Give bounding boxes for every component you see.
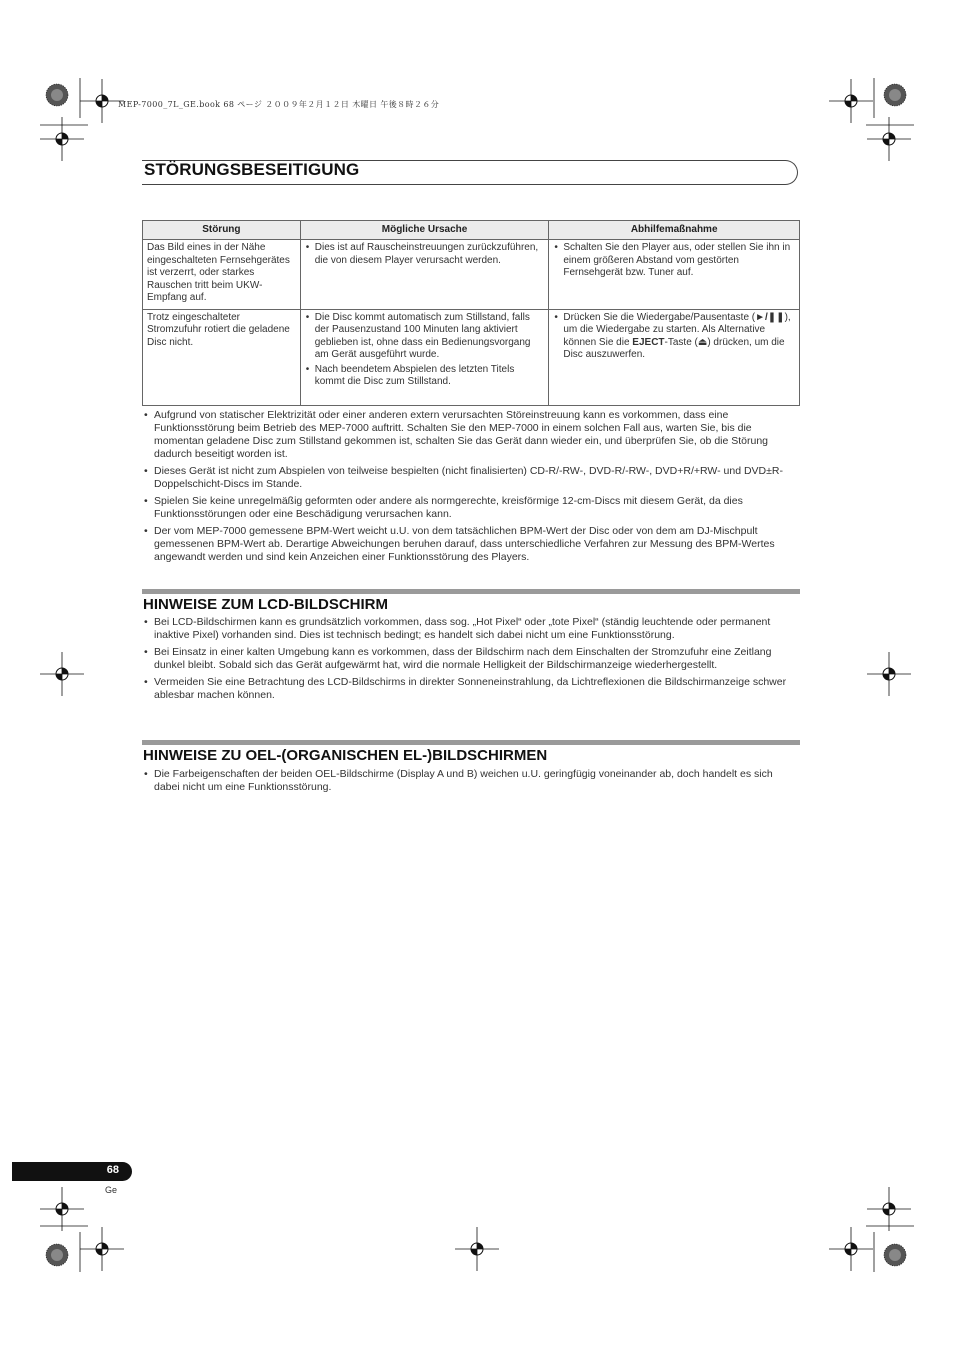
list-item: • Bei LCD-Bildschirmen kann es grundsätzlich vorkommen, dass sog. „Hot Pixel“ oder „tote Pixel“ (ständig leuchtende oder permanent inaktive Pixel) vorhanden sind. Dies ist technisch bedingt; es handelt sich dabei nicht um eine Funktionsstörung. <box>142 616 800 642</box>
page-title: STÖRUNGSBESEITIGUNG <box>144 160 360 179</box>
column-header-problem: Störung <box>143 221 301 240</box>
remedy-cell <box>549 309 800 405</box>
remedy-cell <box>549 240 800 310</box>
troubleshooting-table <box>142 220 800 406</box>
list-item: • Der vom MEP-7000 gemessene BPM-Wert weicht u.U. von dem tatsächlichen BPM-Wert der Disc oder von dem am DJ-Mischpult gemessenen BPM-Wert ab. Derartige Abweichungen beruhen darauf, dass unterschiedliche Verfahren zur Messung des BPM-Wertes angewandt werden und sind kein Anzeichen einer Funktionsstörung des Players. <box>142 525 800 564</box>
lcd-notes-list <box>142 616 800 706</box>
general-notes-list <box>142 409 800 568</box>
column-header-cause: Mögliche Ursache <box>300 221 549 240</box>
page-language: Ge <box>105 1185 118 1195</box>
column-header-remedy: Abhilfemaßnahme <box>549 221 800 240</box>
page-number: 68 <box>106 1164 119 1176</box>
list-item: • Die Farbeigenschaften der beiden OEL-Bildschirme (Display A und B) weichen u.U. geringfügig voneinander ab, doch handelt es sich dabei nicht um eine Funktionsstörung. <box>142 768 800 794</box>
lcd-section-heading: HINWEISE ZUM LCD-BILDSCHIRM <box>143 596 388 613</box>
remedy-text: ), um die Wiedergabe zu starten. Als Alternative können Sie die <box>563 311 791 348</box>
remedy-item: • Schalten Sie den Player aus, oder stellen Sie ihn in einem größeren Abstand vom gestörten Fernsehgerät bzw. Tuner auf. <box>553 242 795 280</box>
list-item: • Spielen Sie keine unregelmäßig geformten oder andere als normgerechte, kreisförmige 12-cm-Discs mit diesem Gerät, da dies Funktionsstörungen oder eine Beschädigung verursachen kann. <box>142 495 800 521</box>
list-item: • Vermeiden Sie eine Betrachtung des LCD-Bildschirms in direkter Sonneneinstrahlung, da Lichtreflexionen die Bildschirmanzeige schwer ablesbar machen können. <box>142 676 800 702</box>
cause-cell <box>300 309 549 405</box>
eject-button-label: EJECT <box>632 336 665 348</box>
section-divider <box>142 740 800 745</box>
list-item: • Aufgrund von statischer Elektrizität oder einer anderen extern verursachten Störeinstreuung kann es vorkommen, dass eine Funktionsstörung beim Betrieb des MEP-7000 auftritt. Schalten Sie den MEP-7000 in einem solchen Fall aus, warten Sie, bis die momentan geladene Disc zum Stillstand gekommen ist, schalten Sie das Gerät dann wieder ein, und überprüfen Sie, ob die Störung dadurch beseitigt worden ist. <box>142 409 800 461</box>
cause-item: • Dies ist auf Rauscheinstreuungen zurückzuführen, die von diesem Player verursacht werden. <box>305 242 545 267</box>
cause-item: • Die Disc kommt automatisch zum Stillstand, falls der Pausenzustand 100 Minuten lang aktiviert geblieben ist, ohne dass ein Bedienungsvorgang am Gerät ausgeführt wurde. <box>305 312 545 362</box>
remedy-text: ) drücken, um die Disc auszuwerfen. <box>563 336 785 360</box>
oel-section-heading: HINWEISE ZU OEL-(ORGANISCHEN EL-)BILDSCHIRMEN <box>143 747 548 764</box>
remedy-text: Drücken Sie die Wiedergabe/Pausentaste ( <box>563 311 756 323</box>
eject-icon: ⏏ <box>697 336 708 348</box>
cause-item: • Nach beendetem Abspielen des letzten Titels kommt die Disc zum Stillstand. <box>305 364 545 389</box>
oel-notes-list <box>142 768 800 798</box>
problem-cell: Das Bild eines in der Nähe eingeschalteten Fernsehgerätes ist verzerrt, oder starkes Rauschen tritt beim UKW-Empfang auf. <box>143 240 301 310</box>
problem-cell: Trotz eingeschalteter Stromzufuhr rotiert die geladene Disc nicht. <box>143 309 301 405</box>
cause-cell <box>300 240 549 310</box>
table-row <box>143 240 800 310</box>
list-item: • Dieses Gerät ist nicht zum Abspielen von teilweise bespielten (nicht finalisierten) CD-R/-RW-, DVD-R/-RW-, DVD+R/+RW- und DVD±R-Doppelschicht-Discs im Stande. <box>142 465 800 491</box>
section-divider <box>142 589 800 594</box>
table-row <box>143 309 800 405</box>
table-header-row <box>143 221 800 240</box>
play-pause-icon: ►/❚❚ <box>755 311 785 323</box>
remedy-text: -Taste ( <box>664 336 698 348</box>
list-item: • Bei Einsatz in einer kalten Umgebung kann es vorkommen, dass der Bildschirm nach dem Einschalten der Stromzufuhr eine Zeitlang dunkel bleibt. Sobald sich das Gerät aufgewärmt hat, wird die normale Helligkeit der Bildschirmanzeige wiederhergestellt. <box>142 646 800 672</box>
print-header: MEP-7000_7L_GE.book 68 ページ ２００９年２月１２日 木曜日 午後８時２６分 <box>118 100 440 109</box>
remedy-item <box>553 312 795 362</box>
